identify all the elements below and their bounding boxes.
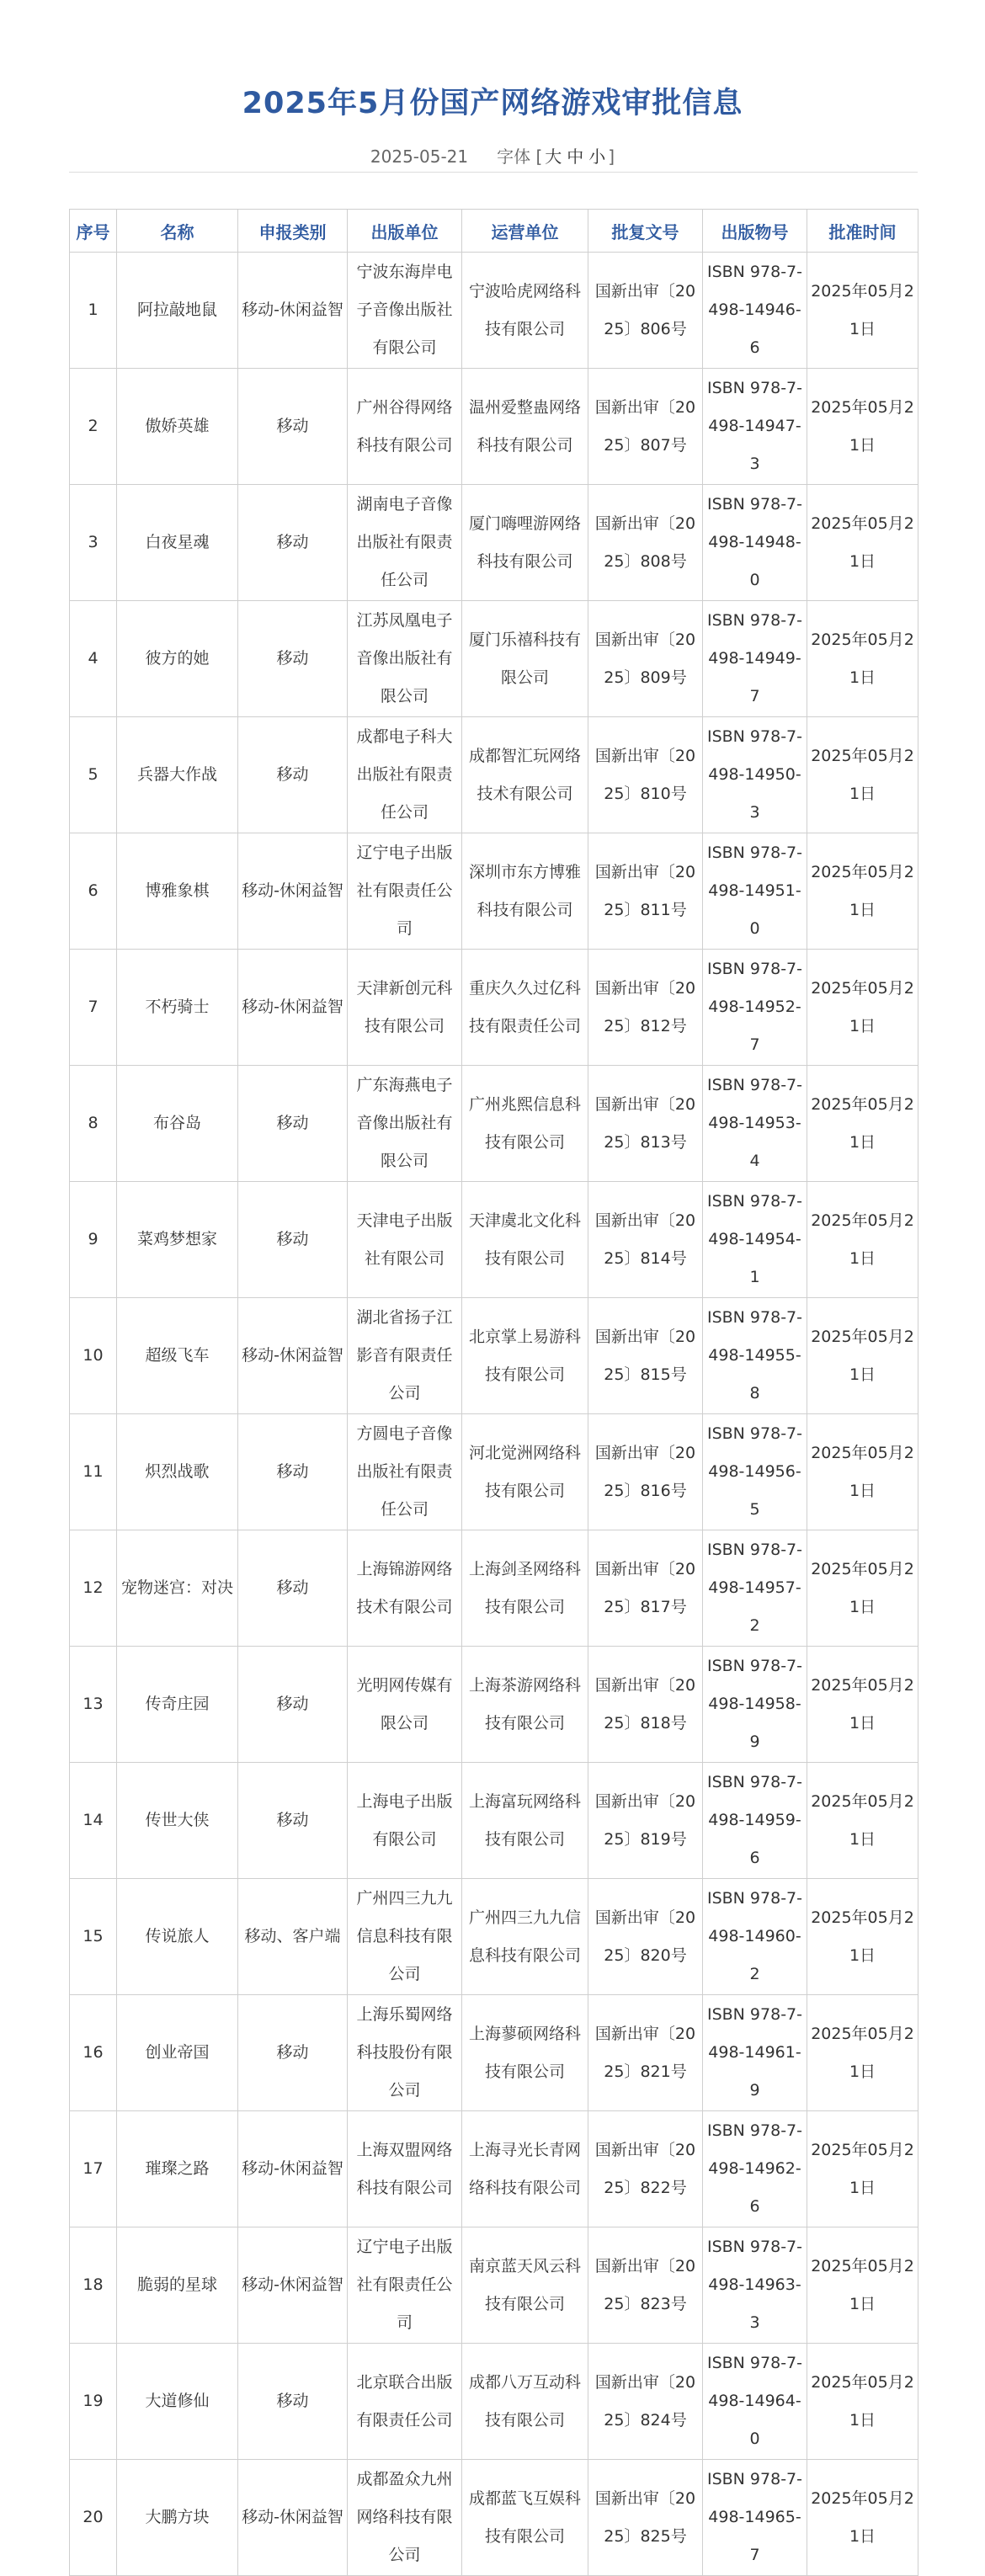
cell-isbn: ISBN 978-7-498-14947-3 [703, 369, 807, 485]
cell-category: 移动-休闲益智 [238, 2460, 348, 2576]
cell-category: 移动 [238, 1414, 348, 1530]
cell-publisher: 广东海燕电子音像出版社有限公司 [348, 1066, 462, 1182]
cell-operator: 上海寻光长青网络科技有限公司 [462, 2111, 588, 2227]
cell-operator: 天津虞北文化科技有限公司 [462, 1182, 588, 1298]
cell-approval-date: 2025年05月21日 [807, 1995, 918, 2111]
table-row [70, 1182, 918, 1298]
cell-publisher: 湖南电子音像出版社有限责任公司 [348, 485, 462, 601]
cell-game-name: 传奇庄园 [117, 1647, 238, 1763]
cell-operator: 广州兆熙信息科技有限公司 [462, 1066, 588, 1182]
cell-category: 移动 [238, 1066, 348, 1182]
cell-isbn: ISBN 978-7-498-14962-6 [703, 2111, 807, 2227]
cell-approval-no: 国新出审〔2025〕810号 [588, 717, 703, 833]
cell-publisher: 北京联合出版有限责任公司 [348, 2344, 462, 2460]
cell-approval-date: 2025年05月21日 [807, 2111, 918, 2227]
cell-category: 移动、客户端 [238, 1879, 348, 1995]
cell-approval-date: 2025年05月21日 [807, 2344, 918, 2460]
cell-category: 移动-休闲益智 [238, 1298, 348, 1414]
cell-approval-no: 国新出审〔2025〕818号 [588, 1647, 703, 1763]
cell-index: 15 [70, 1879, 117, 1995]
cell-approval-date: 2025年05月21日 [807, 1414, 918, 1530]
cell-game-name: 阿拉敲地鼠 [117, 253, 238, 369]
cell-isbn: ISBN 978-7-498-14960-2 [703, 1879, 807, 1995]
cell-operator: 上海剑圣网络科技有限公司 [462, 1530, 588, 1647]
cell-isbn: ISBN 978-7-498-14956-5 [703, 1414, 807, 1530]
cell-isbn: ISBN 978-7-498-14946-6 [703, 253, 807, 369]
col-header-publisher: 出版单位 [348, 210, 462, 253]
cell-isbn: ISBN 978-7-498-14959-6 [703, 1763, 807, 1879]
cell-approval-no: 国新出审〔2025〕817号 [588, 1530, 703, 1647]
cell-category: 移动-休闲益智 [238, 833, 348, 950]
table-row [70, 601, 918, 717]
table-row [70, 717, 918, 833]
cell-operator: 上海茶游网络科技有限公司 [462, 1647, 588, 1763]
font-size-label: 字体 [ [497, 146, 543, 167]
table-row [70, 833, 918, 950]
cell-publisher: 辽宁电子出版社有限责任公司 [348, 2227, 462, 2344]
cell-approval-no: 国新出审〔2025〕808号 [588, 485, 703, 601]
table-row [70, 1763, 918, 1879]
cell-index: 3 [70, 485, 117, 601]
cell-isbn: ISBN 978-7-498-14961-9 [703, 1995, 807, 2111]
cell-approval-no: 国新出审〔2025〕823号 [588, 2227, 703, 2344]
cell-publisher: 江苏凤凰电子音像出版社有限公司 [348, 601, 462, 717]
cell-operator: 河北觉洲网络科技有限公司 [462, 1414, 588, 1530]
page-title: 2025年5月份国产网络游戏审批信息 [242, 87, 743, 121]
cell-isbn: ISBN 978-7-498-14953-4 [703, 1066, 807, 1182]
cell-operator: 南京蓝天风云科技有限公司 [462, 2227, 588, 2344]
cell-index: 19 [70, 2344, 117, 2460]
table-row [70, 1066, 918, 1182]
cell-game-name: 白夜星魂 [117, 485, 238, 601]
cell-category: 移动 [238, 1530, 348, 1647]
cell-game-name: 菜鸡梦想家 [117, 1182, 238, 1298]
cell-operator: 深圳市东方博雅科技有限公司 [462, 833, 588, 950]
cell-publisher: 成都盈众九州网络科技有限公司 [348, 2460, 462, 2576]
cell-publisher: 光明网传媒有限公司 [348, 1647, 462, 1763]
cell-index: 5 [70, 717, 117, 833]
cell-category: 移动 [238, 485, 348, 601]
table-row [70, 2344, 918, 2460]
cell-isbn: ISBN 978-7-498-14954-1 [703, 1182, 807, 1298]
cell-approval-date: 2025年05月21日 [807, 485, 918, 601]
cell-game-name: 脆弱的星球 [117, 2227, 238, 2344]
table-row [70, 1414, 918, 1530]
table-row [70, 1530, 918, 1647]
cell-approval-date: 2025年05月21日 [807, 1530, 918, 1647]
table-row [70, 1298, 918, 1414]
font-size-medium-button[interactable]: 中 [567, 146, 584, 167]
cell-operator: 上海蓼硕网络科技有限公司 [462, 1995, 588, 2111]
cell-approval-date: 2025年05月21日 [807, 1763, 918, 1879]
cell-operator: 温州爱整蛊网络科技有限公司 [462, 369, 588, 485]
cell-isbn: ISBN 978-7-498-14965-7 [703, 2460, 807, 2576]
cell-category: 移动-休闲益智 [238, 950, 348, 1066]
cell-index: 20 [70, 2460, 117, 2576]
cell-approval-date: 2025年05月21日 [807, 2227, 918, 2344]
table-row [70, 369, 918, 485]
table-row [70, 1879, 918, 1995]
cell-approval-no: 国新出审〔2025〕812号 [588, 950, 703, 1066]
cell-isbn: ISBN 978-7-498-14950-3 [703, 717, 807, 833]
col-header-index: 序号 [70, 210, 117, 253]
table-header-row [70, 210, 918, 253]
title-divider [69, 172, 918, 173]
cell-operator: 上海富玩网络科技有限公司 [462, 1763, 588, 1879]
cell-operator: 成都八万互动科技有限公司 [462, 2344, 588, 2460]
cell-index: 16 [70, 1995, 117, 2111]
cell-category: 移动-休闲益智 [238, 253, 348, 369]
cell-index: 1 [70, 253, 117, 369]
cell-index: 10 [70, 1298, 117, 1414]
cell-category: 移动 [238, 1182, 348, 1298]
cell-publisher: 宁波东海岸电子音像出版社有限公司 [348, 253, 462, 369]
cell-game-name: 炽烈战歌 [117, 1414, 238, 1530]
table-body [70, 253, 918, 2576]
cell-game-name: 创业帝国 [117, 1995, 238, 2111]
cell-approval-no: 国新出审〔2025〕814号 [588, 1182, 703, 1298]
cell-category: 移动 [238, 1647, 348, 1763]
table-row [70, 2460, 918, 2576]
cell-publisher: 上海乐蜀网络科技股份有限公司 [348, 1995, 462, 2111]
publish-date: 2025-05-21 [370, 146, 469, 167]
cell-game-name: 大道修仙 [117, 2344, 238, 2460]
col-header-operator: 运营单位 [462, 210, 588, 253]
cell-operator: 广州四三九九信息科技有限公司 [462, 1879, 588, 1995]
cell-approval-no: 国新出审〔2025〕815号 [588, 1298, 703, 1414]
cell-index: 17 [70, 2111, 117, 2227]
table-row [70, 253, 918, 369]
cell-approval-date: 2025年05月21日 [807, 369, 918, 485]
cell-game-name: 不朽骑士 [117, 950, 238, 1066]
cell-category: 移动 [238, 1763, 348, 1879]
cell-approval-date: 2025年05月21日 [807, 1066, 918, 1182]
cell-game-name: 宠物迷宫：对决 [117, 1530, 238, 1647]
col-header-category: 申报类别 [238, 210, 348, 253]
cell-operator: 成都蓝飞互娱科技有限公司 [462, 2460, 588, 2576]
cell-isbn: ISBN 978-7-498-14955-8 [703, 1298, 807, 1414]
cell-isbn: ISBN 978-7-498-14948-0 [703, 485, 807, 601]
article-meta [0, 143, 985, 168]
cell-approval-no: 国新出审〔2025〕820号 [588, 1879, 703, 1995]
table-row [70, 485, 918, 601]
cell-game-name: 彼方的她 [117, 601, 238, 717]
cell-index: 2 [70, 369, 117, 485]
approval-table [69, 209, 918, 2576]
cell-isbn: ISBN 978-7-498-14963-3 [703, 2227, 807, 2344]
table-row [70, 1647, 918, 1763]
cell-operator: 成都智汇玩网络技术有限公司 [462, 717, 588, 833]
cell-publisher: 天津新创元科技有限公司 [348, 950, 462, 1066]
cell-approval-date: 2025年05月21日 [807, 2460, 918, 2576]
cell-index: 11 [70, 1414, 117, 1530]
cell-game-name: 传世大侠 [117, 1763, 238, 1879]
cell-operator: 北京掌上易游科技有限公司 [462, 1298, 588, 1414]
cell-approval-date: 2025年05月21日 [807, 1182, 918, 1298]
font-size-large-button[interactable]: 大 [545, 146, 562, 167]
cell-operator: 厦门乐禧科技有限公司 [462, 601, 588, 717]
table-row [70, 2227, 918, 2344]
cell-approval-date: 2025年05月21日 [807, 601, 918, 717]
cell-approval-no: 国新出审〔2025〕825号 [588, 2460, 703, 2576]
cell-index: 14 [70, 1763, 117, 1879]
cell-operator: 厦门嗨哩游网络科技有限公司 [462, 485, 588, 601]
cell-index: 6 [70, 833, 117, 950]
cell-isbn: ISBN 978-7-498-14958-9 [703, 1647, 807, 1763]
cell-approval-no: 国新出审〔2025〕822号 [588, 2111, 703, 2227]
cell-game-name: 璀璨之路 [117, 2111, 238, 2227]
cell-isbn: ISBN 978-7-498-14951-0 [703, 833, 807, 950]
cell-game-name: 傲娇英雄 [117, 369, 238, 485]
cell-category: 移动-休闲益智 [238, 2111, 348, 2227]
cell-category: 移动 [238, 369, 348, 485]
cell-game-name: 布谷岛 [117, 1066, 238, 1182]
cell-index: 7 [70, 950, 117, 1066]
cell-category: 移动-休闲益智 [238, 2227, 348, 2344]
cell-publisher: 天津电子出版社有限公司 [348, 1182, 462, 1298]
cell-isbn: ISBN 978-7-498-14957-2 [703, 1530, 807, 1647]
col-header-name: 名称 [117, 210, 238, 253]
cell-publisher: 上海电子出版有限公司 [348, 1763, 462, 1879]
cell-approval-date: 2025年05月21日 [807, 1879, 918, 1995]
cell-index: 18 [70, 2227, 117, 2344]
cell-publisher: 成都电子科大出版社有限责任公司 [348, 717, 462, 833]
cell-game-name: 超级飞车 [117, 1298, 238, 1414]
cell-approval-date: 2025年05月21日 [807, 253, 918, 369]
font-size-bracket: ] [608, 146, 615, 167]
cell-approval-date: 2025年05月21日 [807, 717, 918, 833]
cell-approval-date: 2025年05月21日 [807, 1647, 918, 1763]
cell-index: 12 [70, 1530, 117, 1647]
cell-game-name: 兵器大作战 [117, 717, 238, 833]
cell-approval-no: 国新出审〔2025〕816号 [588, 1414, 703, 1530]
cell-publisher: 方圆电子音像出版社有限责任公司 [348, 1414, 462, 1530]
cell-approval-date: 2025年05月21日 [807, 950, 918, 1066]
cell-publisher: 广州四三九九信息科技有限公司 [348, 1879, 462, 1995]
table-row [70, 2111, 918, 2227]
cell-publisher: 上海双盟网络科技有限公司 [348, 2111, 462, 2227]
cell-approval-no: 国新出审〔2025〕824号 [588, 2344, 703, 2460]
cell-isbn: ISBN 978-7-498-14964-0 [703, 2344, 807, 2460]
cell-operator: 重庆久久过亿科技有限责任公司 [462, 950, 588, 1066]
cell-publisher: 上海锦游网络技术有限公司 [348, 1530, 462, 1647]
cell-approval-date: 2025年05月21日 [807, 1298, 918, 1414]
cell-game-name: 传说旅人 [117, 1879, 238, 1995]
cell-game-name: 博雅象棋 [117, 833, 238, 950]
cell-index: 13 [70, 1647, 117, 1763]
cell-approval-date: 2025年05月21日 [807, 833, 918, 950]
cell-approval-no: 国新出审〔2025〕809号 [588, 601, 703, 717]
cell-approval-no: 国新出审〔2025〕821号 [588, 1995, 703, 2111]
cell-approval-no: 国新出审〔2025〕807号 [588, 369, 703, 485]
cell-game-name: 大鹏方块 [117, 2460, 238, 2576]
font-size-small-button[interactable]: 小 [588, 146, 606, 167]
cell-category: 移动 [238, 1995, 348, 2111]
table-row [70, 950, 918, 1066]
cell-publisher: 湖北省扬子江影音有限责任公司 [348, 1298, 462, 1414]
cell-isbn: ISBN 978-7-498-14949-7 [703, 601, 807, 717]
cell-publisher: 广州谷得网络科技有限公司 [348, 369, 462, 485]
cell-approval-no: 国新出审〔2025〕813号 [588, 1066, 703, 1182]
col-header-approval-date: 批准时间 [807, 210, 918, 253]
cell-publisher: 辽宁电子出版社有限责任公司 [348, 833, 462, 950]
cell-index: 9 [70, 1182, 117, 1298]
col-header-approval-no: 批复文号 [588, 210, 703, 253]
cell-isbn: ISBN 978-7-498-14952-7 [703, 950, 807, 1066]
cell-category: 移动 [238, 601, 348, 717]
table-row [70, 1995, 918, 2111]
cell-approval-no: 国新出审〔2025〕819号 [588, 1763, 703, 1879]
cell-category: 移动 [238, 2344, 348, 2460]
cell-category: 移动 [238, 717, 348, 833]
cell-approval-no: 国新出审〔2025〕811号 [588, 833, 703, 950]
cell-operator: 宁波哈虎网络科技有限公司 [462, 253, 588, 369]
col-header-isbn: 出版物号 [703, 210, 807, 253]
cell-approval-no: 国新出审〔2025〕806号 [588, 253, 703, 369]
cell-index: 4 [70, 601, 117, 717]
cell-index: 8 [70, 1066, 117, 1182]
